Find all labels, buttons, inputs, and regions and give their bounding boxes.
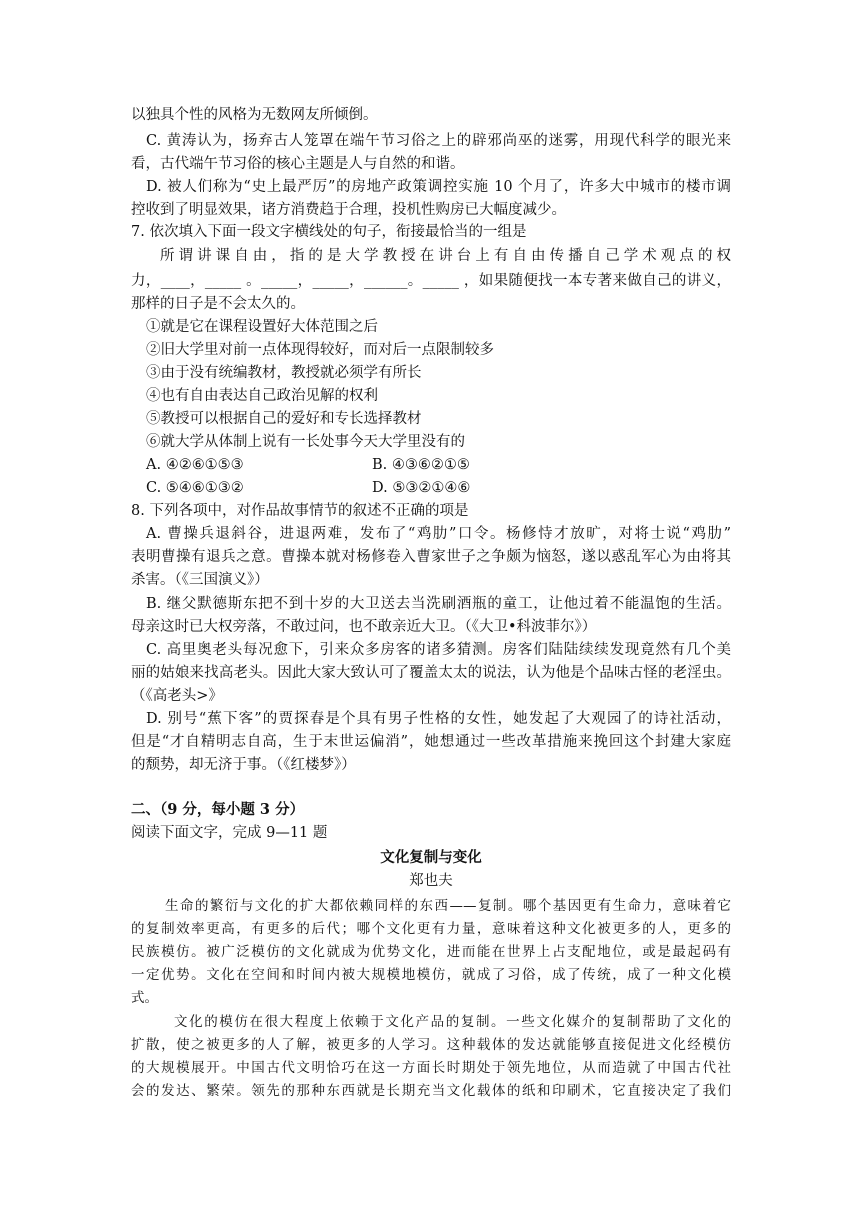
q8-option-a-cont: 表明曹操有退兵之意。曹操本就对杨修卷入曹家世子之争颇为恼怒，遂以惑乱军心为由将其 xyxy=(131,549,731,565)
q7-item: ④也有自由表达自己政治见解的权利 xyxy=(146,388,378,404)
article-paragraph-line: 的复制效率更高，有更多的后代；哪个文化更有力量，意味着这种文化被更多的人，更多的 xyxy=(131,921,731,937)
article-paragraph-line: 式。 xyxy=(131,990,158,1006)
q6-text-line: 以独具个性的风格为无数网友所倾倒。 xyxy=(131,107,378,123)
q6-option-c: C. 黄涛认为，扬弃古人笼罩在端午节习俗之上的辟邪尚巫的迷雾，用现代科学的眼光来 xyxy=(146,133,731,149)
article-title: 文化复制与变化 xyxy=(380,849,482,866)
q8-option-a: A. 曹操兵退斜谷，进退两难，发布了“鸡肋”口令。杨修恃才放旷，对将士说“鸡肋” xyxy=(146,526,731,542)
q7-item: ⑤教授可以根据自己的爱好和专长选择教材 xyxy=(146,411,422,427)
section-instruction: 阅读下面文字，完成 9—11 题 xyxy=(131,825,328,841)
q7-option-b: B. ④③⑥②①⑤ xyxy=(372,457,470,473)
q8-option-a-cont: 杀害。（《三国演义》） xyxy=(131,572,269,588)
q8-option-d-cont: 的颓势，却无济于事。（《红楼梦》） xyxy=(131,757,356,773)
q7-option-a: A. ④②⑥①⑤③ xyxy=(146,457,244,473)
article-paragraph-line: 生命的繁衍与文化的扩大都依赖同样的东西——复制。哪个基因更有生命力，意味着它 xyxy=(165,898,731,914)
q8-option-c: C. 高里奥老头每况愈下，引来众多房客的诸多猜测。房客们陆陆续续发现竟然有几个美 xyxy=(146,642,731,658)
q7-option-c: C. ⑤④⑥①③② xyxy=(146,480,244,496)
article-author: 郑也夫 xyxy=(409,873,453,889)
q7-option-d: D. ⑤③②①④⑥ xyxy=(372,480,471,496)
article-paragraph-line: 扩散，使之被更多的人了解，被更多的人学习。这种载体的发达就能够直接促进文化经模仿 xyxy=(131,1037,731,1053)
q7-item: ②旧大学里对前一点体现得较好，而对后一点限制较多 xyxy=(146,342,494,358)
q8-option-c-cont: （《高老头>》 xyxy=(131,688,223,704)
article-paragraph-line: 民族模仿。被广泛模仿的文化就成为优势文化，进而能在世界上占支配地位，或是最起码有 xyxy=(131,944,731,960)
article-paragraph-line: 的大规模展开。中国古代文明恰巧在这一方面长时期处于领先地位，从而造就了中国古代社 xyxy=(131,1060,731,1076)
q7-passage-line: 那样的日子是不会太久的。 xyxy=(131,296,305,312)
q6-option-c-cont: 看，古代端午节习俗的核心主题是人与自然的和谐。 xyxy=(131,156,465,172)
q6-option-d: D. 被人们称为“史上最严厉”的房地产政策调控实施 10 个月了，许多大中城市的楼市调 xyxy=(146,179,731,195)
q8-option-d-cont: 但是“才自精明志自高，生于末世运偏消”，她想通过一些改革措施来挽回这个封建大家庭 xyxy=(131,734,731,750)
q6-option-d-cont: 控收到了明显效果，诸方消费趋于合理，投机性购房已大幅度减少。 xyxy=(131,202,566,218)
q7-item: ⑥就大学从体制上说有一长处事今天大学里没有的 xyxy=(146,434,465,450)
q8-option-c-cont: 丽的姑娘来找高老头。因此大家大致认可了覆盖太太的说法，认为他是个品味古怪的老淫虫。 xyxy=(131,665,731,681)
q7-passage-line: 所谓讲课自由，指的是大学教授在讲台上有自由传播自己学术观点的权 xyxy=(160,248,731,264)
q7-item: ①就是它在课程设置好大体范围之后 xyxy=(146,319,378,335)
article-paragraph-line: 一定优势。文化在空间和时间内被大规模地模仿，就成了习俗，成了传统，成了一种文化模 xyxy=(131,967,731,983)
article-paragraph-line: 会的发达、繁荣。领先的那种东西就是长期充当文化载体的纸和印刷术，它直接决定了我们 xyxy=(131,1083,731,1099)
q7-passage-line: 力，____，_____ 。_____，_____，______。_____ ，如果随便找一本专著来做自己的讲义， xyxy=(131,273,731,289)
q7-item: ③由于没有统编教材，教授就必须学有所长 xyxy=(146,365,422,381)
article-paragraph-line: 文化的模仿在很大程度上依赖于文化产品的复制。一些文化媒介的复制帮助了文化的 xyxy=(174,1014,731,1030)
q8-option-b-cont: 母亲这时已大权旁落，不敢过问，也不敢亲近大卫。（《大卫•科波菲尔》） xyxy=(131,619,597,635)
q8-option-b: B. 继父默德斯东把不到十岁的大卫送去当洗刷酒瓶的童工，让他过着不能温饱的生活。 xyxy=(146,596,731,612)
q7-stem: 7. 依次填入下面一段文字横线处的句子，衔接最恰当的一组是 xyxy=(131,224,527,240)
section-heading: 二、（9 分，每小题 3 分） xyxy=(131,801,305,818)
q8-option-d: D. 别号“蕉下客”的贾探春是个具有男子性格的女性，她发起了大观园了的诗社活动， xyxy=(146,711,731,727)
q8-stem: 8. 下列各项中，对作品故事情节的叙述不正确的项是 xyxy=(131,503,469,519)
